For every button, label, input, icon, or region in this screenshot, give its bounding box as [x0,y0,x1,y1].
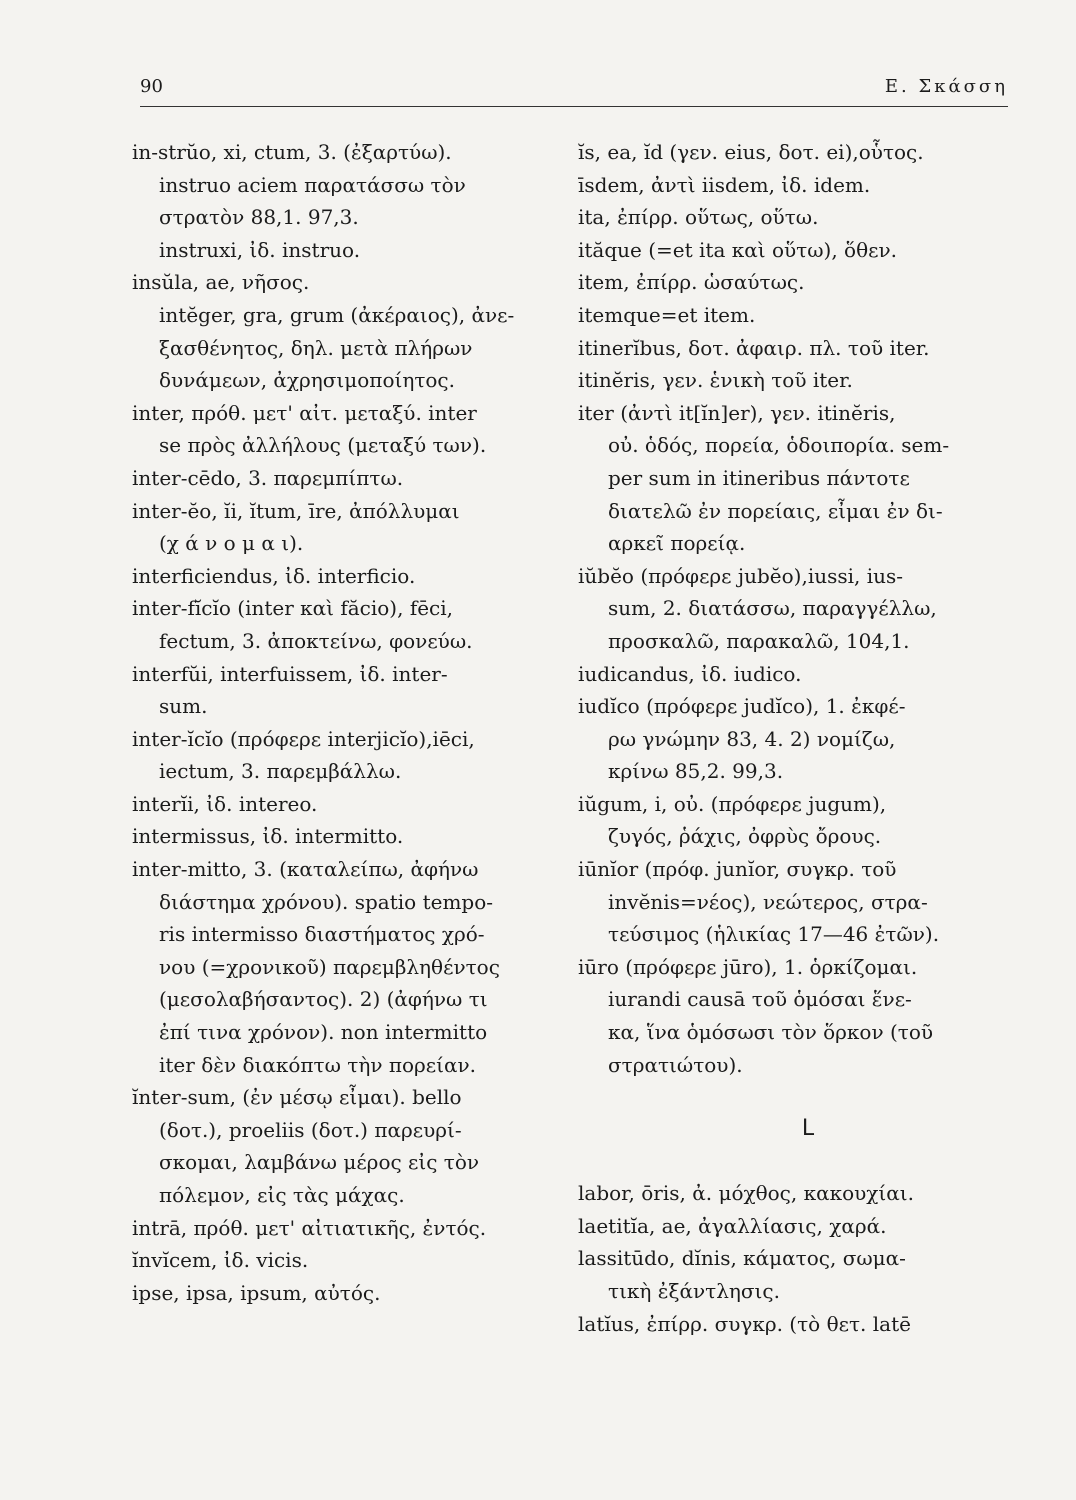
entry-headword-line: inter-ĭcĭo (πρόφερε interjicĭo),iēci, [132,726,475,751]
entry-headword-line: interfŭi, interfuissem, ἰδ. inter- [132,661,448,686]
entry-headword-line: intermissus, ἰδ. intermitto. [132,824,404,849]
entry-headword-line: labor, ōris, ἀ. μόχθος, κακουχίαι. [578,1181,914,1206]
section-letter-heading: L [801,1116,815,1142]
entry-continuation-line: κα, ἵνα ὁμόσωσι τὸν ὅρκον (τοῦ [608,1020,934,1045]
entry-headword-line: intrā, πρόθ. μετ' αἰτιατικῆς, ἐντός. [132,1215,487,1240]
entry-continuation-line: instruo aciem παρατάσσω τὸν [159,172,466,197]
entry-continuation-line: iter δὲν διακόπτω τὴν πορείαν. [159,1052,477,1077]
entry-continuation-line: sum. [159,694,208,719]
entry-continuation-line: intĕger, gra, grum (ἀκέραιος), ἀνε- [159,302,515,327]
entry-headword-line: ĭs, ea, ĭd (γεν. eius, δοτ. ei),οὗτος. [578,140,924,164]
entry-continuation-line: κρίνω 85,2. 99,3. [608,759,784,784]
entry-headword-line: interficiendus, ἰδ. interficio. [132,563,416,588]
entry-headword-line: itemque=et item. [578,302,756,327]
entry-continuation-line: ris intermisso διαστήματος χρό- [159,922,485,947]
entry-continuation-line: sum, 2. διατάσσω, παραγγέλλω, [608,596,937,621]
entry-headword-line: latĭus, ἐπίρρ. συγκρ. (τὸ θετ. latē [578,1311,911,1336]
entry-continuation-line: (δοτ.), proeliis (δοτ.) παρευρί- [159,1117,462,1142]
entry-continuation-line: τεύσιμος (ἡλικίας 17—46 ἐτῶν). [608,922,940,947]
entry-headword-line: iudicandus, ἰδ. iudico. [578,661,802,686]
right-column [578,136,1008,1340]
entry-continuation-line: δυνάμεων, ἀχρησιμοποίητος. [159,368,455,393]
entry-continuation-line: (χ ά ν ο μ α ι). [159,531,304,556]
entry-continuation-line: νου (=χρονικοῦ) παρεμβληθέντος [159,954,500,979]
entry-continuation-line: προσκαλῶ, παρακαλῶ, 104,1. [608,628,910,653]
entry-continuation-line: fectum, 3. ἀποκτείνω, φονεύω. [159,628,473,653]
entry-continuation-line: se πρὸς ἀλλήλους (μεταξύ των). [159,433,487,458]
entry-headword-line: ĭnter-sum, (ἐν μέσῳ εἶμαι). bello [132,1085,462,1110]
right-column-entries-l [578,1177,1008,1340]
entry-continuation-line: invĕnis=νέος), νεώτερος, στρα- [608,889,928,914]
entry-headword-line: in-strŭo, xi, ctum, 3. (ἐξαρτύω). [132,140,452,164]
entry-continuation-line: αρκεῖ πορείᾳ. [608,531,746,556]
entry-headword-line: inter-cēdo, 3. παρεμπίπτω. [132,465,404,490]
entry-headword-line: interĭi, ἰδ. intereo. [132,791,318,816]
entry-continuation-line: σκομαι, λαμβάνω μέρος εἰς τὸν [159,1150,480,1175]
entry-headword-line: itinĕris, γεν. ἑνικὴ τοῦ iter. [578,368,853,393]
entry-headword-line: iŭbĕo (πρόφερε jubĕo),iussi, ius- [578,563,904,588]
entry-headword-line: ităque (=et ita καὶ οὕτω), ὅθεν. [578,237,897,262]
entry-continuation-line: ζυγός, ῥάχις, ὀφρὺς ὄρους. [608,824,882,849]
entry-headword-line: item, ἐπίρρ. ὡσαύτως. [578,270,805,295]
entry-continuation-line: πόλεμον, εἰς τὰς μάχας. [159,1183,405,1207]
entry-headword-line: iudĭco (πρόφερε judĭco), 1. ἐκφέ- [578,694,906,719]
entry-continuation-line: οὐ. ὁδός, πορεία, ὁδοιπορία. sem- [608,433,950,458]
entry-continuation-line: (μεσολαβήσαντος). 2) (ἀφήνω τι [159,987,488,1012]
entry-continuation-line: διάστημα χρόνου). spatio tempo- [159,889,494,914]
entry-headword-line: iūro (πρόφερε jūro), 1. ὁρκίζομαι. [578,954,918,979]
entry-continuation-line: iurandi causā τοῦ ὁμόσαι ἕνε- [608,987,912,1012]
header-rule [140,106,1008,107]
entry-continuation-line: ρω γνώμην 83, 4. 2) νομίζω, [608,726,896,751]
entry-headword-line: ipse, ipsa, ipsum, αὐτός. [132,1280,381,1305]
entry-headword-line: īsdem, ἀντὶ iisdem, ἰδ. idem. [578,172,871,197]
running-header [140,76,1008,102]
entry-headword-line: inter-mitto, 3. (καταλείπω, ἀφήνω [132,857,479,882]
entry-continuation-line: ξασθένητος, δηλ. μετὰ πλήρων [159,335,473,360]
entry-continuation-line: στρατὸν 88,1. 97,3. [159,205,359,230]
entry-continuation-line: διατελῶ ἐν πορείαις, εἶμαι ἐν δι- [608,498,943,523]
entry-continuation-line: ἐπί τινα χρόνον). non intermitto [159,1020,488,1045]
entry-headword-line: ĭnvĭcem, ἰδ. vicis. [132,1248,309,1273]
entry-continuation-line: τικὴ ἐξάντλησις. [608,1279,780,1303]
entry-continuation-line: iectum, 3. παρεμβάλλω. [159,759,402,784]
running-title-author: Ε. Σκάσση [884,76,1008,97]
entry-continuation-line: instruxi, ἰδ. instruo. [159,237,361,262]
entry-continuation-line: per sum in itineribus πάντοτε [608,465,910,490]
entry-headword-line: inter-fĭcĭo (inter καὶ făcio), fēci, [132,596,454,621]
entry-headword-line: iūnĭor (πρόφ. junĭor, συγκρ. τοῦ [578,857,897,882]
page-number: 90 [140,76,163,97]
entry-headword-line: iŭgum, i, οὐ. (πρόφερε jugum), [578,791,887,816]
right-column-entries-i [578,136,1008,1081]
entry-headword-line: iter (ἀντὶ it[ĭn]er), γεν. itinĕris, [578,400,896,425]
entry-headword-line: ita, ἐπίρρ. οὕτως, οὕτω. [578,205,819,230]
entry-headword-line: insŭla, ae, νῆσος. [132,270,310,295]
entry-headword-line: laetitĭa, ae, ἀγαλλίασις, χαρά. [578,1213,887,1238]
entry-headword-line: lassitūdo, dĭnis, κάματος, σωμα- [578,1246,906,1271]
entry-headword-line: itinerĭbus, δοτ. ἀφαιρ. πλ. τοῦ iter. [578,335,930,360]
entry-headword-line: inter, πρόθ. μετ' αἰτ. μεταξύ. inter [132,400,477,425]
entry-headword-line: inter-ĕo, ĭi, ĭtum, īre, ἀπόλλυμαι [132,498,460,523]
left-column [132,136,570,1309]
entry-continuation-line: στρατιώτου). [608,1052,743,1077]
